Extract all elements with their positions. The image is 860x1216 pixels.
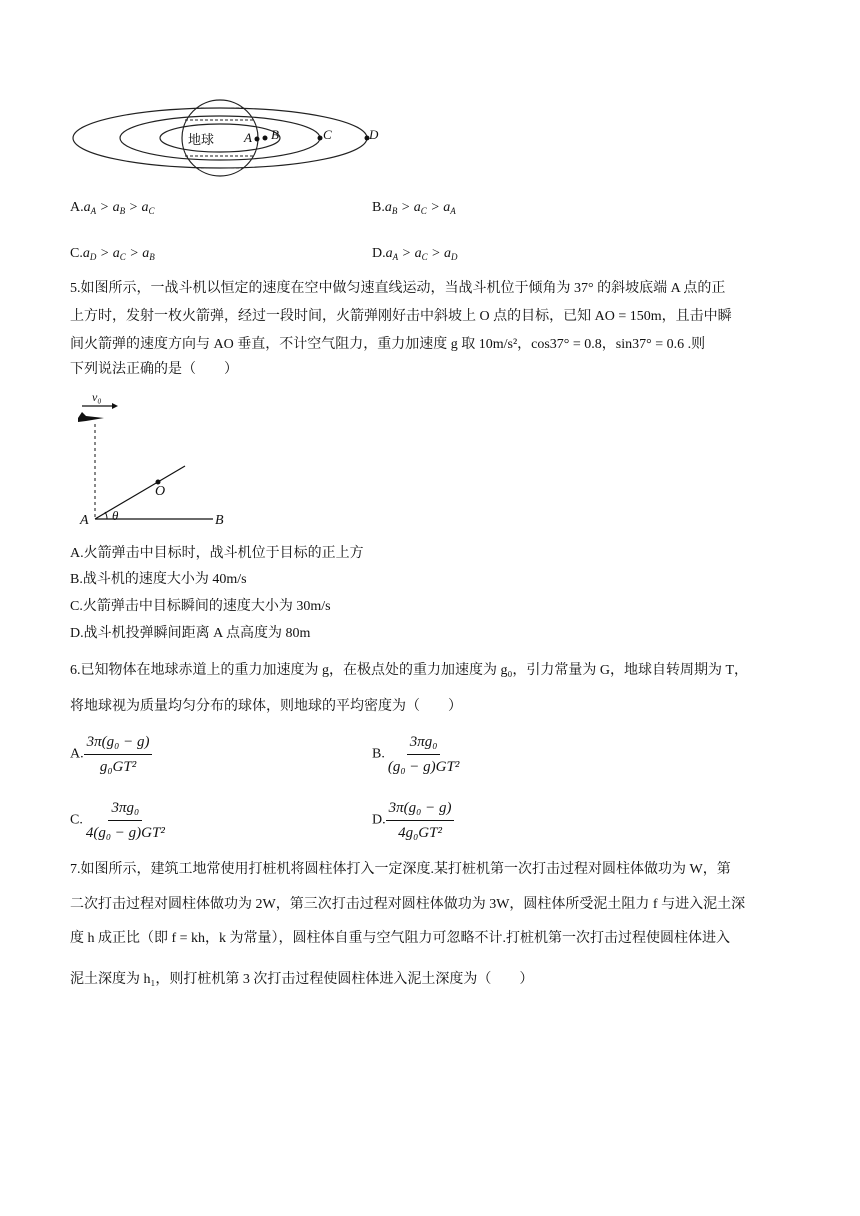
numerator: 3π(g₀ − g) <box>386 798 455 821</box>
q4-option-a[interactable]: $A.a_A > a_B > a_C$ <box>70 200 155 216</box>
earth-label: 地球 <box>188 133 215 148</box>
point-c-label: C <box>323 127 332 142</box>
numerator: 3π(g₀ − g) <box>84 732 153 755</box>
q7-line-2: 二次打击过程对圆柱体做功为 2W，第三次打击过程对圆柱体做功为 3W，圆柱体所受泥土阻力 f 与进入泥土深 <box>70 897 746 912</box>
numerator: 3πg₀ <box>407 732 441 755</box>
q5-option-d[interactable]: D.战斗机投弹瞬间距离 A 点高度为 80m <box>70 626 311 641</box>
q6-option-b[interactable] <box>372 732 462 777</box>
q6-option-a[interactable] <box>70 732 152 777</box>
orbit-figure <box>70 98 390 180</box>
q6-line-2: 将地球视为质量均匀分布的球体，则地球的平均密度为（ ） <box>70 699 462 714</box>
fraction <box>84 732 153 777</box>
point-b-label: B <box>271 127 279 142</box>
q4-option-d[interactable]: $D.a_A > a_C > a_D$ <box>372 246 458 262</box>
q7-line-1: 7.如图所示，建筑工地常使用打桩机将圆柱体打入一定深度.某打桩机第一次打击过程对圆柱体做功为 W，第 <box>70 862 731 877</box>
q5-line-1: 5.如图所示，一战斗机以恒定的速度在空中做匀速直线运动，当战斗机位于倾角为 37° 的斜坡底端 A 点的正 <box>70 281 726 296</box>
q5-line-2: 上方时，发射一枚火箭弹，经过一段时间，火箭弹刚好击中斜坡上 O 点的目标，已知 AO = 150m，且击中瞬 <box>70 309 732 324</box>
option-letter: A. <box>70 200 84 215</box>
denominator: 4g₀GT² <box>398 825 442 841</box>
point-b-dot <box>263 136 268 141</box>
option-letter: D. <box>372 246 386 261</box>
orbit-c <box>120 116 320 160</box>
angle-arc <box>105 512 107 519</box>
arrow-head-icon <box>112 403 118 409</box>
fraction <box>83 798 168 843</box>
q5-line-4: 下列说法正确的是（ ） <box>70 362 238 377</box>
a-label: A <box>80 513 89 528</box>
v0-label: v₀ <box>92 390 102 404</box>
denominator: 4(g₀ − g)GT² <box>85 825 165 841</box>
point-a-label: A <box>244 130 252 145</box>
q6-option-c[interactable] <box>70 798 168 843</box>
denominator: g₀GT² <box>99 759 137 775</box>
q7-line-3: 度 h 成正比（即 f = kh，k 为常量），圆柱体自重与空气阻力可忽略不计.打桩机第一次打击过程使圆柱体进入 <box>70 931 731 946</box>
q4-option-c[interactable]: $C.a_D > a_C > a_B$ <box>70 246 155 262</box>
q5-option-c[interactable]: C.火箭弹击中目标瞬间的速度大小为 30m/s <box>70 599 331 614</box>
option-letter: A. <box>70 746 84 762</box>
denominator: (g₀ − g)GT² <box>387 759 460 775</box>
q4-option-b[interactable]: $B.a_B > a_C > a_A$ <box>372 200 456 216</box>
option-letter: C. <box>70 812 83 828</box>
point-d-label: D <box>369 127 379 142</box>
q6-line-1: 6.已知物体在地球赤道上的重力加速度为 g，在极点处的重力加速度为 g₀，引力常量为 G，地球自转周期为 T， <box>70 663 749 678</box>
orbit-b <box>160 124 280 152</box>
option-letter: C. <box>70 246 83 261</box>
q5-option-b[interactable]: B.战斗机的速度大小为 40m/s <box>70 572 247 587</box>
slope-figure <box>70 388 240 533</box>
o-label: O <box>155 484 166 499</box>
q7-line-4: 泥土深度为 h₁，则打桩机第 3 次打击过程使圆柱体进入泥土深度为（ ） <box>70 972 534 987</box>
fraction <box>386 798 455 843</box>
point-c-dot <box>318 136 323 141</box>
slope-line <box>95 466 185 519</box>
q5-line-3: 间火箭弹的速度方向与 AO 垂直，不计空气阻力，重力加速度 g 取 10m/s²，cos37° = 0.8，sin37° = 0.6 .则 <box>70 337 706 352</box>
b-label: B <box>215 513 224 528</box>
numerator: 3πg₀ <box>108 798 142 821</box>
option-letter: B. <box>372 200 385 215</box>
option-letter: D. <box>372 812 386 828</box>
point-a-dot <box>255 137 260 142</box>
fighter-jet-icon <box>78 412 104 422</box>
q5-option-a[interactable]: A.火箭弹击中目标时，战斗机位于目标的正上方 <box>70 546 364 561</box>
theta-label: θ <box>112 508 119 523</box>
q6-option-d[interactable] <box>372 798 454 843</box>
option-letter: B. <box>372 746 385 762</box>
fraction <box>385 732 463 777</box>
